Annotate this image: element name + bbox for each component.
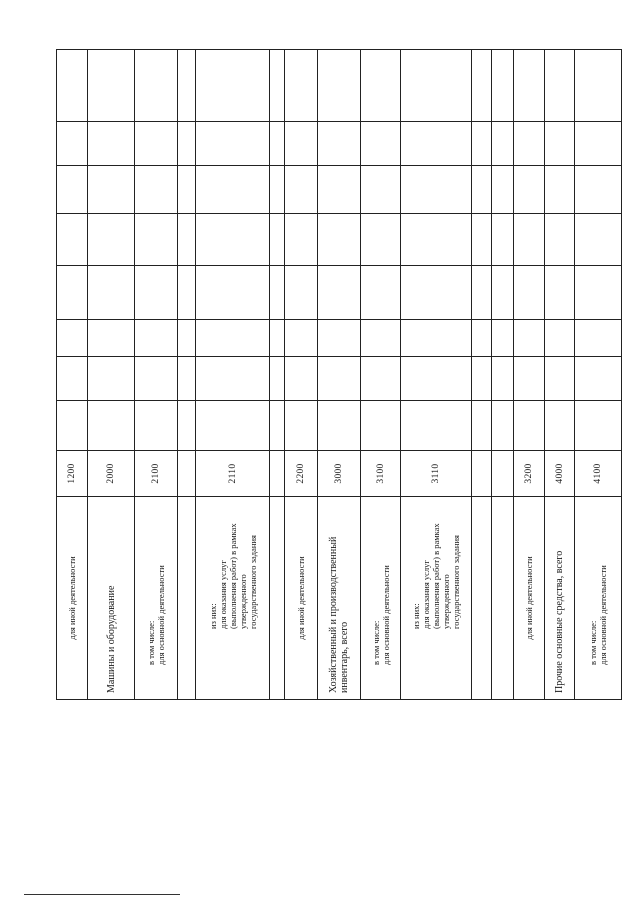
row-label-line: государственного задания [451, 535, 461, 629]
value-cell [472, 357, 492, 401]
value-cell [88, 122, 135, 166]
value-cell [401, 166, 472, 214]
table-row [88, 50, 135, 700]
value-cell [88, 320, 135, 357]
value-cell [285, 214, 318, 266]
value-cell [285, 320, 318, 357]
value-cell [545, 50, 575, 122]
value-cell [135, 401, 178, 451]
value-cell [135, 50, 178, 122]
row-label-line: для оказания услуг [421, 560, 431, 629]
row-label [514, 497, 545, 700]
table-row [57, 50, 88, 700]
value-cell [545, 122, 575, 166]
value-cell [285, 166, 318, 214]
row-label [545, 497, 575, 700]
table-row [575, 50, 622, 700]
value-cell [178, 122, 196, 166]
table-row [196, 50, 270, 700]
row-label [135, 497, 178, 700]
value-cell [575, 401, 622, 451]
row-label [472, 497, 492, 700]
value-cell [318, 401, 361, 451]
value-cell [472, 122, 492, 166]
value-cell [196, 401, 270, 451]
value-cell [575, 166, 622, 214]
value-cell [178, 401, 196, 451]
table-body [57, 50, 622, 700]
fixed-assets-table [56, 49, 622, 700]
value-cell [492, 401, 514, 451]
value-cell [270, 357, 285, 401]
value-cell [270, 214, 285, 266]
value-cell [472, 50, 492, 122]
row-label-line: в том числе: [588, 620, 598, 665]
value-cell [57, 357, 88, 401]
row-label [361, 497, 401, 700]
value-cell [361, 50, 401, 122]
value-cell [401, 320, 472, 357]
row-label-line: инвентарь, всего [339, 621, 350, 693]
value-cell [472, 166, 492, 214]
value-cell [88, 214, 135, 266]
value-cell [492, 50, 514, 122]
row-label [285, 497, 318, 700]
row-label [492, 497, 514, 700]
value-cell [135, 266, 178, 320]
row-label-line: утвержденного [237, 574, 248, 629]
value-cell [514, 320, 545, 357]
value-cell [57, 266, 88, 320]
value-cell [135, 320, 178, 357]
value-cell [270, 401, 285, 451]
value-cell [361, 320, 401, 357]
value-cell [514, 401, 545, 451]
value-cell [57, 166, 88, 214]
table-row [178, 50, 196, 700]
value-cell [57, 401, 88, 451]
value-cell [492, 214, 514, 266]
value-cell [196, 357, 270, 401]
value-cell [318, 357, 361, 401]
value-cell [135, 122, 178, 166]
row-label-line: Прочие основные средства, всего [554, 550, 565, 693]
value-cell [545, 214, 575, 266]
value-cell [318, 214, 361, 266]
row-label-line: утвержденного [441, 574, 451, 629]
value-cell [361, 214, 401, 266]
row-label [57, 497, 88, 700]
value-cell [196, 166, 270, 214]
value-cell [318, 320, 361, 357]
value-cell [472, 266, 492, 320]
row-code: 4100 [575, 451, 622, 497]
value-cell [401, 50, 472, 122]
value-cell [318, 122, 361, 166]
value-cell [178, 50, 196, 122]
value-cell [178, 357, 196, 401]
value-cell [318, 166, 361, 214]
value-cell [575, 266, 622, 320]
value-cell [270, 122, 285, 166]
row-label-line: для иной деятельности [67, 556, 77, 640]
value-cell [285, 401, 318, 451]
row-label-line: из них: [411, 603, 421, 629]
value-cell [88, 357, 135, 401]
row-label [401, 497, 472, 700]
row-code: 4000 [545, 451, 575, 497]
rotated-table-container [56, 50, 608, 700]
value-cell [318, 50, 361, 122]
row-label-line: для основной деятельности [598, 565, 608, 665]
table-row [401, 50, 472, 700]
value-cell [492, 166, 514, 214]
value-cell [88, 50, 135, 122]
value-cell [88, 401, 135, 451]
row-code [178, 451, 196, 497]
row-code: 2200 [285, 451, 318, 497]
row-label-line: из них: [207, 603, 218, 629]
value-cell [88, 266, 135, 320]
row-label-line: (выполнения работ) в рамках [431, 523, 441, 629]
value-cell [545, 357, 575, 401]
row-label-line: государственного задания [247, 535, 258, 629]
value-cell [492, 122, 514, 166]
value-cell [361, 401, 401, 451]
value-cell [196, 320, 270, 357]
value-cell [57, 50, 88, 122]
row-code: 3100 [361, 451, 401, 497]
table-row [361, 50, 401, 700]
row-label-line: для иной деятельности [524, 556, 534, 640]
value-cell [545, 320, 575, 357]
value-cell [135, 166, 178, 214]
value-cell [88, 166, 135, 214]
value-cell [270, 320, 285, 357]
row-label-line: для основной деятельности [380, 565, 391, 665]
value-cell [514, 166, 545, 214]
value-cell [361, 166, 401, 214]
value-cell [178, 320, 196, 357]
value-cell [545, 401, 575, 451]
row-code: 2000 [88, 451, 135, 497]
table-row [492, 50, 514, 700]
row-code: 2100 [135, 451, 178, 497]
row-code [492, 451, 514, 497]
value-cell [57, 214, 88, 266]
value-cell [492, 266, 514, 320]
table-row [545, 50, 575, 700]
row-label-line: для оказания услуг [217, 560, 228, 629]
value-cell [196, 122, 270, 166]
value-cell [57, 122, 88, 166]
row-code [472, 451, 492, 497]
row-label [196, 497, 270, 700]
row-code: 3000 [318, 451, 361, 497]
value-cell [514, 50, 545, 122]
value-cell [196, 50, 270, 122]
value-cell [575, 214, 622, 266]
value-cell [361, 266, 401, 320]
row-code: 3200 [514, 451, 545, 497]
value-cell [196, 266, 270, 320]
value-cell [492, 320, 514, 357]
value-cell [178, 266, 196, 320]
value-cell [178, 166, 196, 214]
value-cell [514, 357, 545, 401]
table-row [285, 50, 318, 700]
row-label [575, 497, 622, 700]
row-label-line: Хозяйственный и производственный [328, 536, 339, 693]
row-label [270, 497, 285, 700]
row-label [318, 497, 361, 700]
table-row [318, 50, 361, 700]
row-code [270, 451, 285, 497]
row-code: 1200 [57, 451, 88, 497]
value-cell [575, 122, 622, 166]
value-cell [401, 122, 472, 166]
row-code: 3110 [401, 451, 472, 497]
signature-line [24, 894, 180, 895]
value-cell [318, 266, 361, 320]
table-row [472, 50, 492, 700]
value-cell [361, 122, 401, 166]
value-cell [472, 401, 492, 451]
value-cell [135, 214, 178, 266]
value-cell [401, 214, 472, 266]
value-cell [361, 357, 401, 401]
value-cell [270, 266, 285, 320]
value-cell [575, 320, 622, 357]
value-cell [401, 401, 472, 451]
value-cell [196, 214, 270, 266]
value-cell [401, 266, 472, 320]
value-cell [178, 214, 196, 266]
value-cell [514, 122, 545, 166]
value-cell [57, 320, 88, 357]
value-cell [270, 166, 285, 214]
value-cell [135, 357, 178, 401]
value-cell [575, 50, 622, 122]
row-label-line: в том числе: [370, 620, 381, 665]
value-cell [401, 357, 472, 401]
value-cell [514, 266, 545, 320]
value-cell [285, 266, 318, 320]
value-cell [545, 266, 575, 320]
value-cell [492, 357, 514, 401]
row-label [88, 497, 135, 700]
table-row [514, 50, 545, 700]
row-label-line: (выполнения работ) в рамках [227, 523, 238, 629]
value-cell [514, 214, 545, 266]
table-row [270, 50, 285, 700]
value-cell [270, 50, 285, 122]
row-label-line: для основной деятельности [156, 565, 166, 665]
value-cell [545, 166, 575, 214]
value-cell [575, 357, 622, 401]
value-cell [472, 320, 492, 357]
value-cell [285, 122, 318, 166]
value-cell [472, 214, 492, 266]
table-row [135, 50, 178, 700]
row-label-line: в том числе: [146, 620, 156, 665]
row-code: 2110 [196, 451, 270, 497]
row-label [178, 497, 196, 700]
value-cell [285, 50, 318, 122]
row-label-line: Машины и оборудование [105, 585, 117, 693]
value-cell [285, 357, 318, 401]
row-label-line: для иной деятельности [296, 556, 306, 640]
